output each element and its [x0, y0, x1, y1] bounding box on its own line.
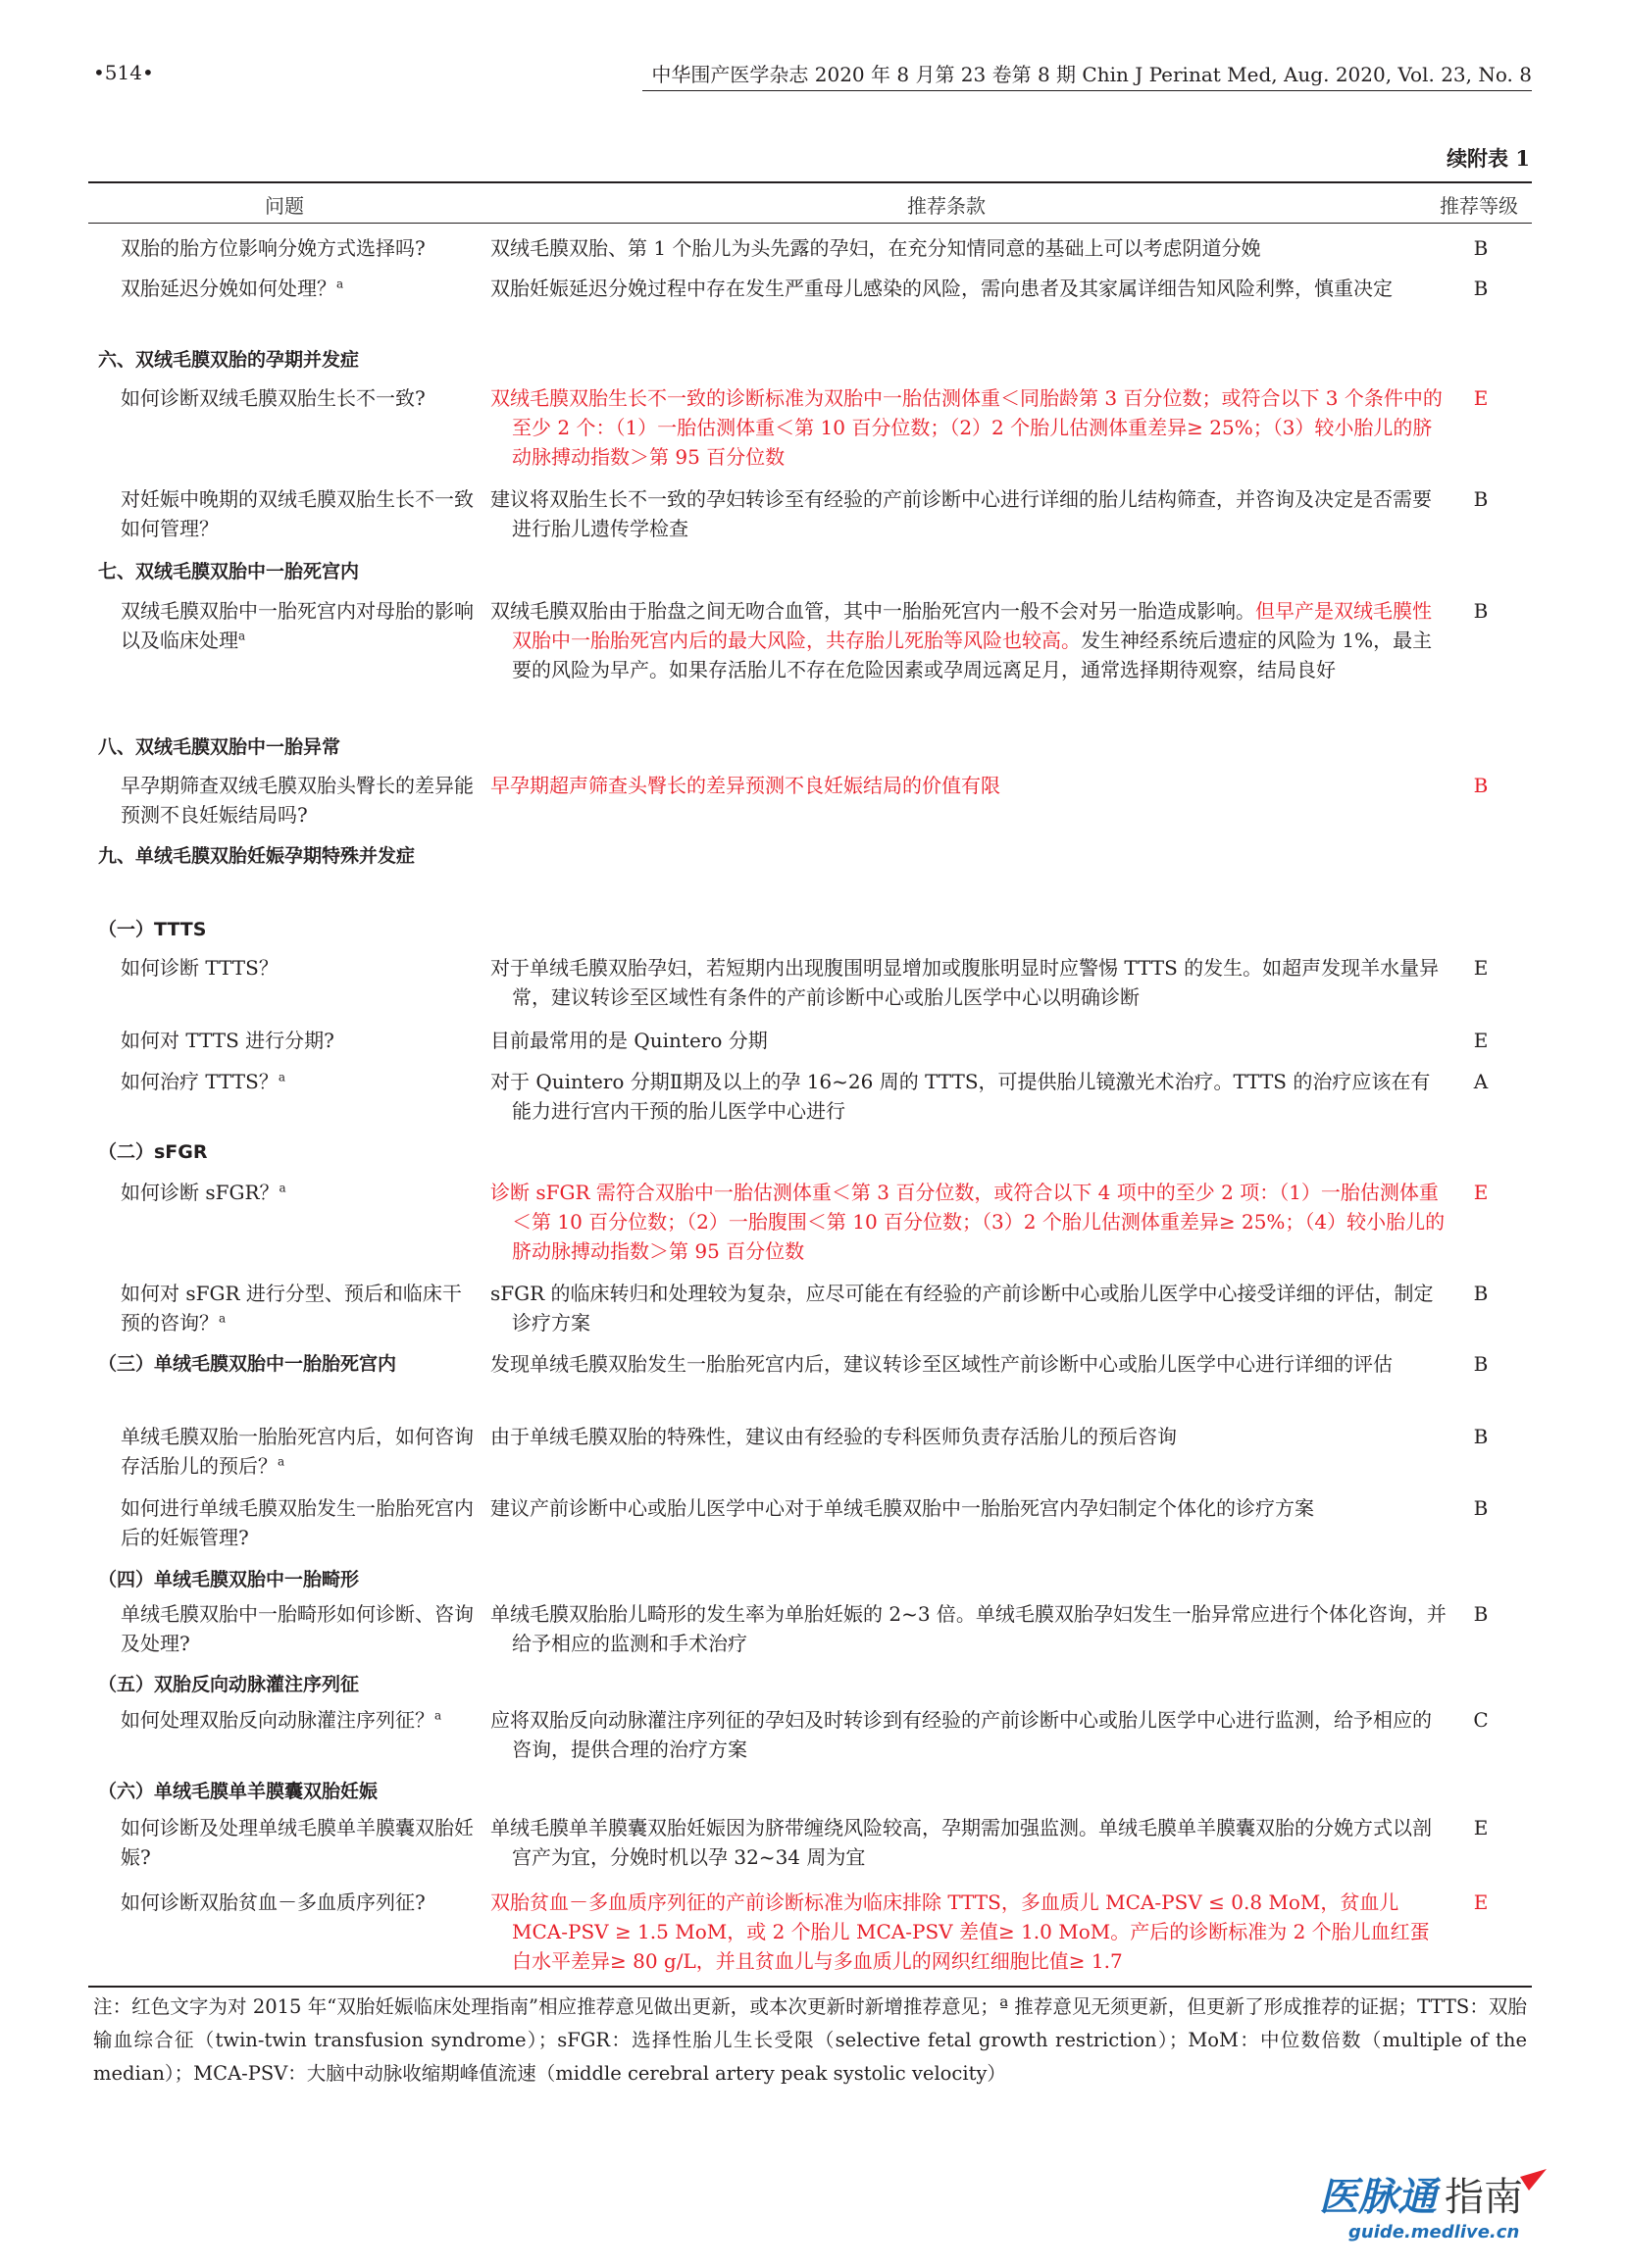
subsection-heading: （六）单绒毛膜单羊膜囊双胎妊娠 — [98, 1781, 379, 1802]
table-bottom-rule — [88, 1986, 1532, 1988]
grade-cell: A — [1473, 1070, 1489, 1093]
col-header-grade: 推荐等级 — [1440, 194, 1518, 218]
journal-citation: 中华围产医学杂志 2020 年 8 月第 23 卷第 8 期 Chin J Perinat Med, Aug. 2020, Vol. 23, No. 8 — [651, 63, 1532, 86]
table-caption: 续附表 1 — [1447, 146, 1530, 171]
recommendation-cell: 诊断 sFGR 需符合双胎中一胎估测体重＜第 3 百分位数，或符合以下 4 项中的至少 2 项：（1）一胎估测体重＜第 10 百分位数；（2）一胎腹围＜第 10 百分位数；（3）2 个胎儿估测体重差异≥ 25%；（4）较小胎儿的脐动脉搏动指数＞第 95 百分位数 — [490, 1181, 1446, 1263]
question-cell: 如何诊断双胎贫血－多血质序列征? — [121, 1890, 426, 1914]
recommendation-cell: 早孕期超声筛查头臀长的差异预测不良妊娠结局的价值有限 — [490, 774, 1000, 797]
section-heading: 七、双绒毛膜双胎中一胎死宫内 — [98, 561, 360, 582]
question-cell: 如何处理双胎反向动脉灌注序列征？$^a$ — [121, 1708, 442, 1732]
recommendation-cell: 双绒毛膜双胎由于胎盘之间无吻合血管，其中一胎胎死宫内一般不会对另一胎造成影响。但早产是双绒毛膜性双胎中一胎胎死宫内后的最大风险，共存胎儿死胎等风险也较高。发生神经系统后遗症的风险为 1%，最主要的风险为早产。如果存活胎儿不存在危险因素或孕周远离足月，通常选择期待观察，结局良好 — [490, 599, 1433, 681]
medlive-logo-mark — [1319, 2167, 1554, 2250]
recommendation-cell: 双绒毛膜双胎生长不一致的诊断标准为双胎中一胎估测体重＜同胎龄第 3 百分位数；或符合以下 3 个条件中的至少 2 个：（1）一胎估测体重＜第 10 百分位数；（2）2 个胎儿估测体重差异≥ 25%；（3）较小胎儿的脐动脉搏动指数＞第 95 百分位数 — [490, 386, 1443, 469]
grade-cell: B — [1473, 1282, 1489, 1305]
subsection-heading: （二）sFGR — [98, 1141, 208, 1163]
grade-cell: B — [1473, 277, 1489, 300]
grade-cell: C — [1473, 1708, 1489, 1732]
section-heading: 九、单绒毛膜双胎妊娠孕期特殊并发症 — [98, 845, 416, 867]
grade-cell: B — [1473, 236, 1489, 260]
subsection-heading: （五）双胎反向动脉灌注序列征 — [98, 1674, 360, 1695]
grade-cell: B — [1473, 1602, 1489, 1626]
grade-cell: E — [1473, 386, 1489, 410]
table-footnote: 注：红色文字为对 2015 年“双胎妊娠临床处理指南”相应推荐意见做出更新，或本次更新时新增推荐意见；ª 推荐意见无须更新，但更新了形成推荐的证据；TTTS：双胎输血综合征（twin-twin transfusion syndrome）；sFGR：选择性胎儿生长受限（selective fetal growth restriction）；MoM：中位数倍数（multiple of the median）；MCA-PSV：大脑中动脉收缩期峰值流速（middle cerebral artery peak systolic velocity） — [93, 1995, 1527, 2085]
recommendation-cell: 目前最常用的是 Quintero 分期 — [490, 1029, 768, 1052]
svg-text:医脉通: 医脉通 — [1319, 2175, 1437, 2220]
recommendation-cell: 由于单绒毛膜双胎的特殊性，建议由有经验的专科医师负责存活胎儿的预后咨询 — [490, 1425, 1177, 1448]
recommendation-cell: 双胎贫血－多血质序列征的产前诊断标准为临床排除 TTTS，多血质儿 MCA-PSV ≤ 0.8 MoM，贫血儿 MCA-PSV ≥ 1.5 MoM，或 2 个胎儿 MCA-PSV 差值≥ 1.0 MoM。产后的诊断标准为 2 个胎儿血红蛋白水平差异≥ 80 g/L，并且贫血儿与多血质儿的网织红细胞比值≥ 1.7 — [490, 1890, 1430, 1973]
question-cell: 如何进行单绒毛膜双胎发生一胎胎死宫内后的妊娠管理? — [121, 1496, 474, 1549]
question-cell: 如何诊断双绒毛膜双胎生长不一致? — [121, 386, 426, 410]
section-heading: 六、双绒毛膜双胎的孕期并发症 — [98, 349, 360, 371]
question-cell: 双绒毛膜双胎中一胎死宫内对母胎的影响以及临床处理$^a$ — [121, 599, 474, 652]
grade-cell: E — [1473, 1890, 1489, 1914]
question-cell: 双胎延迟分娩如何处理？$^a$ — [121, 277, 344, 300]
grade-cell: B — [1473, 1496, 1489, 1520]
recommendation-cell: 建议产前诊断中心或胎儿医学中心对于单绒毛膜双胎中一胎胎死宫内孕妇制定个体化的诊疗方案 — [490, 1496, 1314, 1520]
question-cell: 如何诊断 sFGR？$^a$ — [121, 1181, 286, 1204]
question-cell: 如何诊断及处理单绒毛膜单羊膜囊双胎妊娠? — [121, 1816, 474, 1869]
grade-cell: B — [1473, 774, 1489, 797]
question-cell: 对妊娠中晚期的双绒毛膜双胎生长不一致如何管理？ — [121, 487, 474, 540]
question-cell: 如何治疗 TTTS？$^a$ — [121, 1070, 285, 1093]
recommendation-cell: 双绒毛膜双胎、第 1 个胎儿为头先露的孕妇，在充分知情同意的基础上可以考虑阴道分娩 — [490, 236, 1261, 260]
recommendation-cell: 发现单绒毛膜双胎发生一胎胎死宫内后，建议转诊至区域性产前诊断中心或胎儿医学中心进行详细的评估 — [490, 1352, 1393, 1376]
page-number: •514• — [93, 61, 154, 84]
recommendation-cell: 单绒毛膜双胎胎儿畸形的发生率为单胎妊娠的 2~3 倍。单绒毛膜双胎孕妇发生一胎异常应进行个体化咨询，并给予相应的监测和手术治疗 — [490, 1602, 1447, 1655]
grade-cell: B — [1473, 1352, 1489, 1376]
question-cell: 如何对 sFGR 进行分型、预后和临床干预的咨询？$^a$ — [121, 1282, 462, 1335]
section-heading: 八、双绒毛膜双胎中一胎异常 — [98, 736, 341, 758]
grade-cell: E — [1473, 1816, 1489, 1840]
col-header-question: 问题 — [265, 194, 304, 218]
table-top-rule — [88, 181, 1532, 183]
recommendation-cell: 对于 Quintero 分期Ⅱ期及以上的孕 16~26 周的 TTTS，可提供胎儿镜激光术治疗。TTTS 的治疗应该在有能力进行宫内干预的胎儿医学中心进行 — [490, 1070, 1431, 1123]
medlive-logo — [1319, 2167, 1554, 2250]
recommendation-cell: 双胎妊娠延迟分娩过程中存在发生严重母儿感染的风险，需向患者及其家属详细告知风险利弊，慎重决定 — [490, 277, 1393, 300]
question-cell: 单绒毛膜双胎中一胎畸形如何诊断、咨询及处理? — [121, 1602, 474, 1655]
grade-cell: B — [1473, 487, 1489, 511]
question-cell: 早孕期筛查双绒毛膜双胎头臀长的差异能预测不良妊娠结局吗? — [121, 774, 474, 827]
header-rule — [642, 90, 1532, 91]
grade-cell: B — [1473, 1425, 1489, 1448]
question-cell: 双胎的胎方位影响分娩方式选择吗? — [121, 236, 426, 260]
col-header-recommendation: 推荐条款 — [907, 194, 986, 218]
subsection-heading: （一）TTTS — [98, 919, 207, 940]
subsection-heading: （三）单绒毛膜双胎中一胎胎死宫内 — [98, 1353, 397, 1375]
grade-cell: E — [1473, 956, 1489, 980]
question-cell: 如何诊断 TTTS？ — [121, 956, 279, 980]
question-cell: 单绒毛膜双胎一胎胎死宫内后，如何咨询存活胎儿的预后？$^a$ — [121, 1425, 474, 1478]
recommendation-cell: 应将双胎反向动脉灌注序列征的孕妇及时转诊到有经验的产前诊断中心或胎儿医学中心进行监测，给予相应的咨询，提供合理的治疗方案 — [490, 1708, 1432, 1761]
recommendation-cell: 建议将双胎生长不一致的孕妇转诊至有经验的产前诊断中心进行详细的胎儿结构筛查，并咨询及决定是否需要进行胎儿遗传学检查 — [490, 487, 1432, 540]
grade-cell: E — [1473, 1181, 1489, 1204]
recommendation-cell: sFGR 的临床转归和处理较为复杂，应尽可能在有经验的产前诊断中心或胎儿医学中心接受详细的评估，制定诊疗方案 — [490, 1282, 1434, 1335]
recommendation-cell: 单绒毛膜单羊膜囊双胎妊娠因为脐带缠绕风险较高，孕期需加强监测。单绒毛膜单羊膜囊双胎的分娩方式以剖宫产为宜，分娩时机以孕 32~34 周为宜 — [490, 1816, 1432, 1869]
grade-cell: E — [1473, 1029, 1489, 1052]
recommendation-cell: 对于单绒毛膜双胎孕妇，若短期内出现腹围明显增加或腹胀明显时应警惕 TTTS 的发生。如超声发现羊水量异常，建议转诊至区域性有条件的产前诊断中心或胎儿医学中心以明确诊断 — [490, 956, 1440, 1009]
grade-cell: B — [1473, 599, 1489, 623]
table-header-rule — [88, 223, 1532, 224]
subsection-heading: （四）单绒毛膜双胎中一胎畸形 — [98, 1569, 360, 1590]
svg-text:guide.medlive.cn: guide.medlive.cn — [1348, 2222, 1520, 2243]
question-cell: 如何对 TTTS 进行分期? — [121, 1029, 334, 1052]
svg-text:指南: 指南 — [1445, 2175, 1523, 2220]
